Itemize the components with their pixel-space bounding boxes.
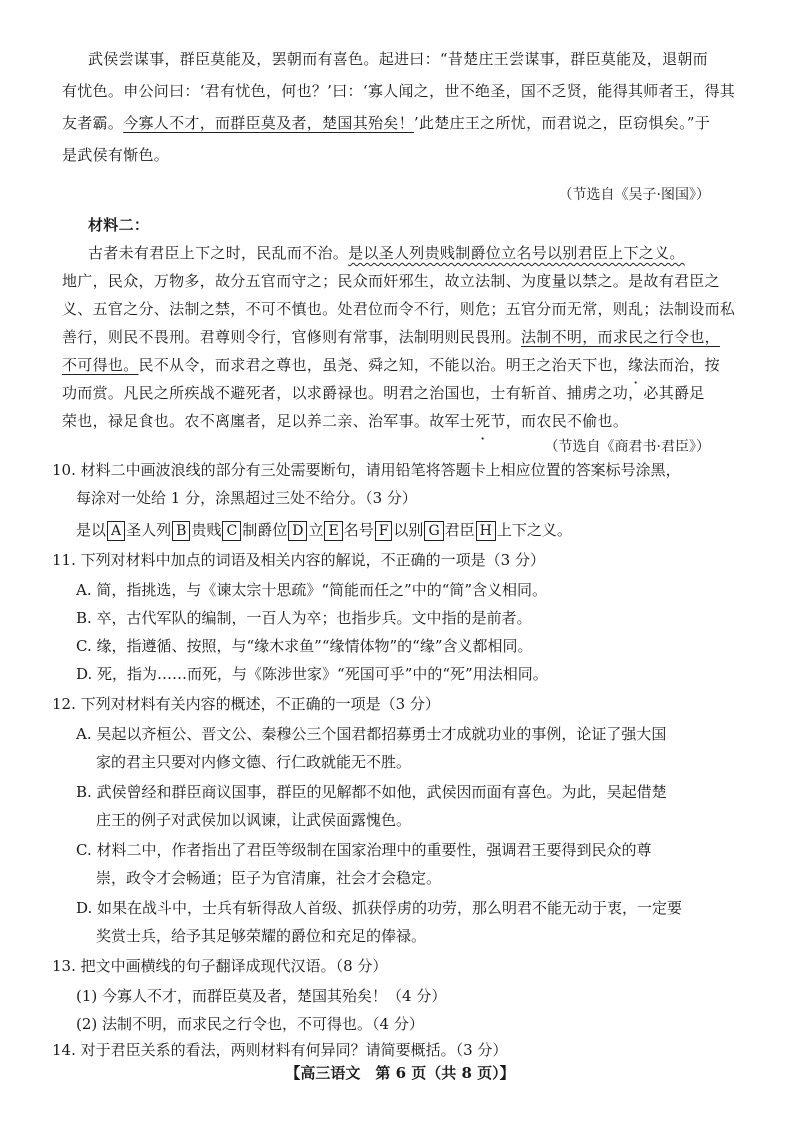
q10-seg-0: 是以 <box>76 521 107 539</box>
passage1-line4: 是武侯有惭色。 <box>62 146 170 164</box>
q12-option-a-line2[interactable]: 家的君主只要对内修文德、行仁政就能无不胜。 <box>96 753 412 771</box>
passage2-line5-post: 法而治，按 <box>643 356 720 374</box>
underlined-sentence-2b: 不可得也。 <box>62 356 139 374</box>
q12-option-d-line1[interactable]: D. 如果在战斗中，士兵有斩得敌人首级、抓获俘虏的功劳，那么明君不能无动于衷，一定要 <box>76 899 683 917</box>
q10-seg-8: 上下之义。 <box>496 521 572 539</box>
passage2-line6: 功而赏。凡民之所疾战不避死者，以求爵禄也。明君之治国也，士有斩首、捕虏之功，必其爵足 <box>62 384 705 402</box>
passage2-line4-pre: 善行，则民不畏刑。君尊则令行，官修则有常事，法制明则民畏刑。 <box>62 328 522 346</box>
source-shangjunshu: （节选自《商君书·君臣》） <box>544 439 710 455</box>
passage1-line2: 有忧色。申公问曰：‘君有忧色，何也？’曰：‘寡人闻之，世不绝圣，国不乏贤，能得其师者王，得其 <box>62 82 736 100</box>
answer-box-f[interactable]: F <box>375 521 393 541</box>
q13-sentence-1: (1) 今寡人不才，而群臣莫及者，楚国其殆矣！（4 分） <box>76 987 447 1005</box>
underlined-sentence-2a: 法制不明，而求民之行令也， <box>521 328 720 346</box>
dotted-word-yuan: 缘 <box>628 356 644 374</box>
passage2-line1-pre: 古者未有君臣上下之时，民乱而不治。 <box>88 244 349 262</box>
dotted-word-si: 死 <box>475 412 491 430</box>
q11-option-a[interactable]: A. 简，指挑选，与《谏太宗十思疏》“简能而任之”中的“简”含义相同。 <box>76 581 548 599</box>
passage1-line1: 武侯尝谋事，群臣莫能及，罢朝而有喜色。起进曰：“昔楚庄王尝谋事，群臣莫能及，退朝而 <box>88 50 708 68</box>
q10-stem-line2: 每涂对一处给 1 分，涂黑超过三处不给分。（3 分） <box>76 489 417 507</box>
q10-stem-line1: 10. 材料二中画波浪线的部分有三处需要断句，请用铅笔将答题卡上相应位置的答案标号涂黑， <box>52 461 681 479</box>
underlined-sentence-1: 今寡人不才，而群臣莫及者，楚国其殆矣！ <box>123 114 414 132</box>
page-footer: 【高三语文 第 6 页（共 8 页）】 <box>285 1064 515 1082</box>
answer-box-a[interactable]: A <box>107 521 125 541</box>
q12-option-d-line2[interactable]: 奖赏士兵，给予其足够荣耀的爵位和充足的俸禄。 <box>96 927 427 945</box>
passage2-line7-pre: 荣也，禄足食也。农不离廛者，足以养二亲、治军事。故军士 <box>62 412 476 430</box>
q12-option-b-line1[interactable]: B. 武侯曾经和群臣商议国事，群臣的见解都不如他，武侯因而面有喜色。为此，吴起借楚 <box>76 783 667 801</box>
answer-box-e[interactable]: E <box>324 521 342 541</box>
passage1-line3 <box>62 108 710 138</box>
wavy-line-sentence: 是以圣人列贵贱制爵位立名号以别君臣上下之义。 <box>348 244 685 262</box>
q12-option-c-line2[interactable]: 崇，政令才会畅通；臣子为官清廉，社会才会稳定。 <box>96 869 442 887</box>
q12-option-c-line1[interactable]: C. 材料二中，作者指出了君臣等级制在国家治理中的重要性，强调君王要得到民众的尊 <box>76 841 652 859</box>
q14-stem: 14. 对于君臣关系的看法，两则材料有何异同？请简要概括。（3 分） <box>52 1041 508 1059</box>
passage2-line7 <box>62 406 628 436</box>
q10-seg-6: 以别 <box>393 521 424 539</box>
q10-seg-7: 君臣 <box>444 521 475 539</box>
q10-seg-5: 名号 <box>343 521 374 539</box>
answer-box-g[interactable]: G <box>424 521 443 541</box>
answer-box-c[interactable]: C <box>222 521 241 541</box>
passage2-line1 <box>88 238 685 268</box>
source-wuzi: （节选自《吴子·图国》） <box>558 187 710 203</box>
passage2-line2: 地广，民众，万物多，故分五官而守之；民众而奸邪生，故立法制、为度量以禁之。是故有君臣之 <box>62 272 720 290</box>
passage1-line3-post: ’此楚庄王之所忧，而君说之，臣窃惧矣。”于 <box>413 114 711 132</box>
q11-stem: 11. 下列对材料中加点的词语及相关内容的解说，不正确的一项是（3 分） <box>52 551 545 569</box>
q10-seg-3: 制爵位 <box>242 521 288 539</box>
passage2-line5 <box>62 350 720 380</box>
q10-seg-1: 圣人列 <box>126 521 172 539</box>
passage2-line7-post: 节，而农民不偷也。 <box>490 412 629 430</box>
q11-option-c[interactable]: C. 缘，指遵循、按照，与“缘木求鱼”“缘情体物”的“缘”含义都相同。 <box>76 637 533 655</box>
q10-segmented-sentence <box>76 516 572 544</box>
passage1-line3-pre: 友者霸。 <box>62 114 124 132</box>
q13-sentence-2: (2) 法制不明，而求民之行令也，不可得也。（4 分） <box>76 1015 424 1033</box>
q10-seg-2: 贵贱 <box>191 521 222 539</box>
answer-box-d[interactable]: D <box>288 521 307 541</box>
passage2-line5-mid: 民不从令，而求君之尊也，虽尧、舜之知，不能以治。明王之治天下也， <box>138 356 629 374</box>
answer-box-b[interactable]: B <box>172 521 190 541</box>
q11-option-d[interactable]: D. 死，指为……而死，与《陈涉世家》“死国可乎”中的“死”用法相同。 <box>76 665 548 683</box>
passage2-line4 <box>62 322 720 352</box>
q11-option-b[interactable]: B. 卒，古代军队的编制，一百人为卒；也指步兵。文中指的是前者。 <box>76 609 532 627</box>
q12-stem: 12. 下列对材料有关内容的概述，不正确的一项是（3 分） <box>52 695 440 713</box>
q10-seg-4: 立 <box>308 521 324 539</box>
passage2-line3: 义、五官之分、法制之禁，不可不慎也。处君位而令不行，则危；五官分而无常，则乱；法制设而私 <box>62 300 736 318</box>
answer-box-h[interactable]: H <box>476 521 496 541</box>
material2-heading: 材料二： <box>88 216 150 234</box>
q13-stem: 13. 把文中画横线的句子翻译成现代汉语。（8 分） <box>52 957 388 975</box>
q12-option-b-line2[interactable]: 庄王的例子对武侯加以讽谏，让武侯面露愧色。 <box>96 811 412 829</box>
q12-option-a-line1[interactable]: A. 吴起以齐桓公、晋文公、秦穆公三个国君都招募勇士才成就功业的事例，论证了强大国 <box>76 725 667 743</box>
